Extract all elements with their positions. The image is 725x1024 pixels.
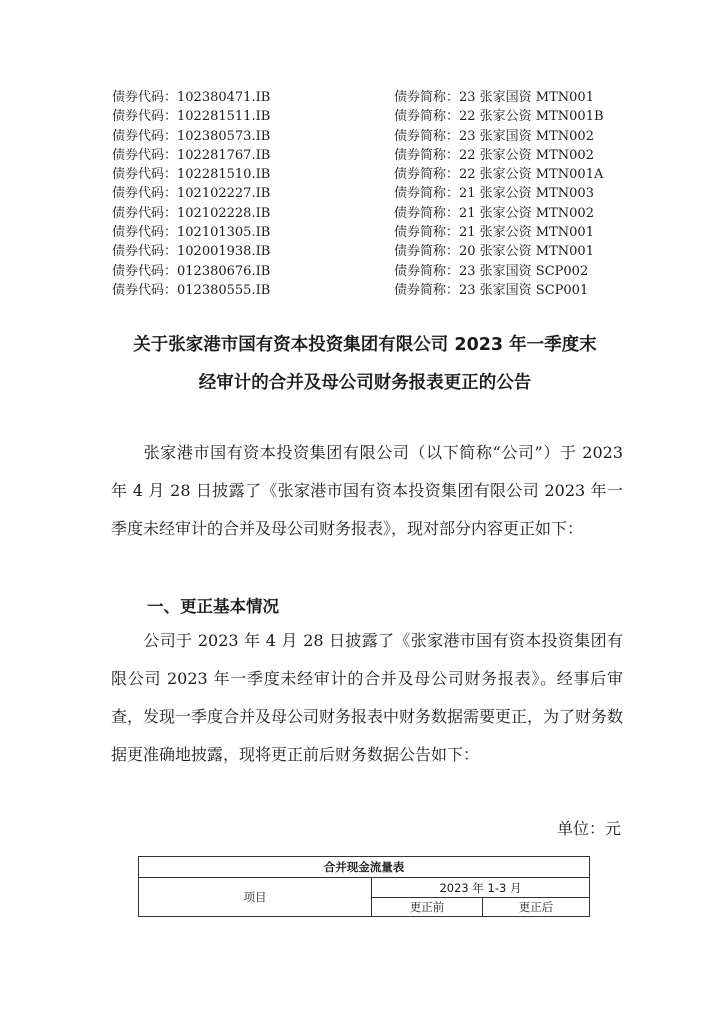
title-line-1: 关于张家港市国有资本投资集团有限公司 2023 年一季度末	[133, 335, 597, 355]
bond-list	[112, 88, 632, 300]
intro-paragraph	[111, 434, 623, 548]
bond-row	[112, 146, 632, 165]
bond-row	[112, 262, 632, 281]
title-line-2: 经审计的合并及母公司财务报表更正的公告	[198, 373, 532, 393]
bond-code: 债券代码：102281767.IB	[112, 147, 271, 163]
bond-name: 债券简称：22 张家公资 MTN001B	[394, 109, 604, 125]
before-header: 更正前	[372, 898, 483, 917]
bond-code: 债券代码：012380676.IB	[112, 263, 271, 279]
bond-code: 债券代码：102102227.IB	[112, 186, 271, 202]
bond-code: 债券代码：102281510.IB	[112, 167, 271, 183]
bond-code: 债券代码：102001938.IB	[112, 244, 271, 260]
bond-row	[112, 242, 632, 261]
after-header: 更正后	[483, 898, 590, 917]
bond-row	[112, 184, 632, 203]
bond-row	[112, 127, 632, 146]
bond-row	[112, 281, 632, 300]
bond-name: 债券简称：21 张家公资 MTN003	[394, 186, 594, 202]
bond-code: 债券代码：102380471.IB	[112, 90, 271, 105]
bond-row	[112, 88, 632, 107]
bond-name: 债券简称：23 张家国资 SCP001	[394, 282, 589, 298]
bond-row	[112, 107, 632, 126]
cash-flow-table	[138, 856, 590, 917]
bond-name: 债券简称：23 张家国资 MTN001	[394, 90, 594, 105]
table-title: 合并现金流量表	[139, 857, 590, 878]
bond-code: 债券代码：102281511.IB	[112, 109, 271, 125]
unit-label: 单位：元	[556, 819, 621, 838]
bond-name: 债券简称：20 张家公资 MTN001	[394, 244, 594, 260]
intro-paragraph-text: 张家港市国有资本投资集团有限公司（以下简称“公司”）于 2023 年 4 月 28 日披露了《张家港市国有资本投资集团有限公司 2023 年一季度未经审计的合并及母公司财务报表》，现对部分内容更正如下：	[111, 443, 623, 538]
period-header: 2023 年 1-3 月	[372, 878, 590, 898]
bond-name: 债券简称：21 张家公资 MTN001	[394, 225, 594, 241]
bond-name: 债券简称：22 张家公资 MTN001A	[394, 167, 604, 183]
bond-row	[112, 223, 632, 242]
bond-code: 债券代码：102380573.IB	[112, 128, 271, 144]
bond-row	[112, 204, 632, 223]
bond-name: 债券简称：23 张家国资 SCP002	[394, 263, 589, 279]
bond-code: 债券代码：102101305.IB	[112, 225, 271, 241]
bond-name: 债券简称：21 张家公资 MTN002	[394, 205, 594, 221]
correction-paragraph-text: 公司于 2023 年 4 月 28 日披露了《张家港市国有资本投资集团有限公司 2023 年一季度未经审计的合并及母公司财务报表》。经事后审查，发现一季度合并及母公司财务报表中财务数据需要更正，为了财务数据更准确地披露，现将更正前后财务数据公告如下：	[111, 631, 624, 764]
bond-code: 债券代码：102102228.IB	[112, 205, 271, 221]
correction-paragraph	[111, 622, 623, 774]
item-header: 项目	[139, 878, 372, 917]
bond-row	[112, 165, 632, 184]
bond-code: 债券代码：012380555.IB	[112, 282, 271, 298]
bond-name: 债券简称：23 张家国资 MTN002	[394, 128, 594, 144]
bond-name: 债券简称：22 张家公资 MTN002	[394, 147, 594, 163]
announcement-title	[110, 326, 620, 402]
section-1-heading: 一、更正基本情况	[147, 597, 279, 616]
